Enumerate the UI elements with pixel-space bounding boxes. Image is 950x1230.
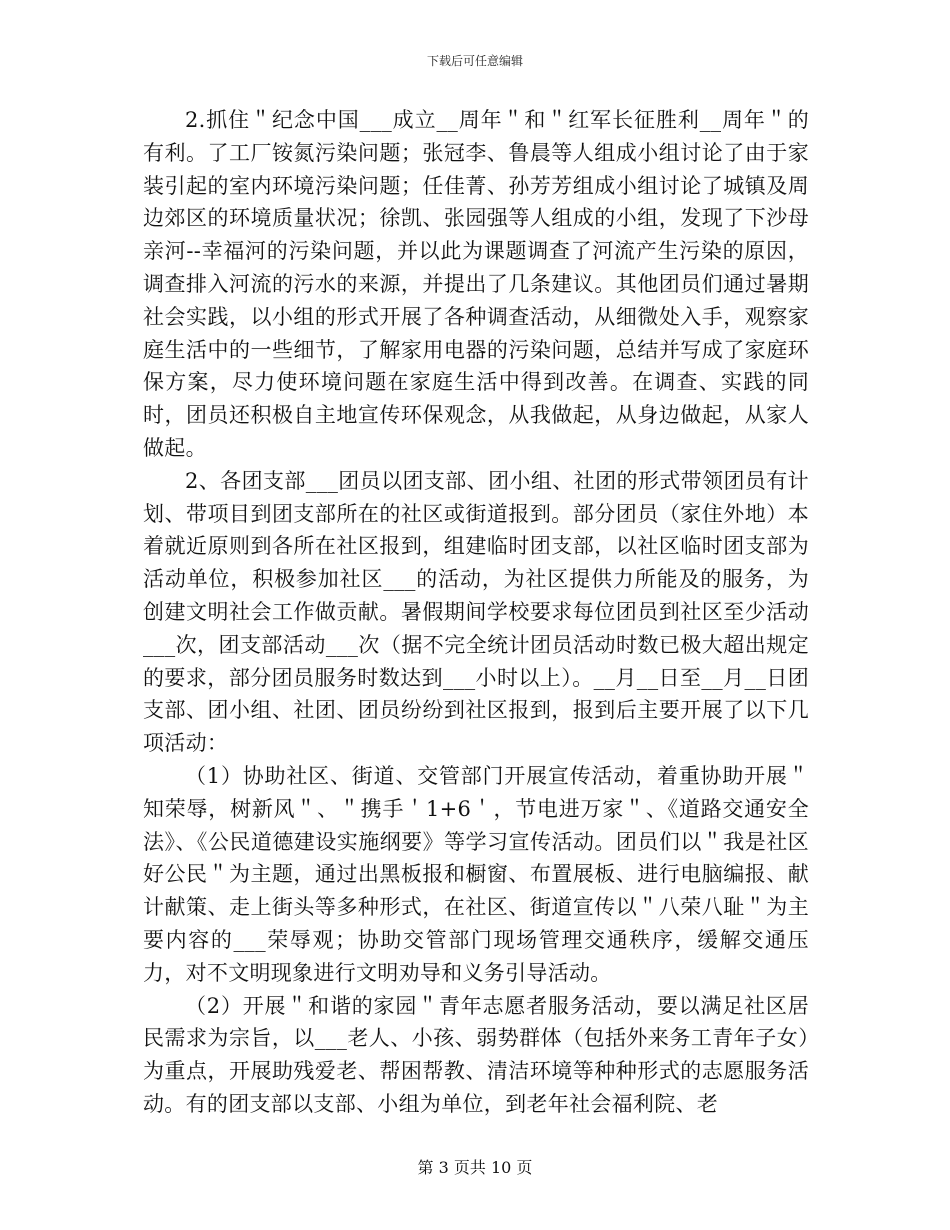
document-body: [143, 104, 809, 1121]
paragraph: 2、各团支部___团员以团支部、团小组、社团的形式带领团员有计划、带项目到团支部所在的社区或街道报到。部分团员（家住外地）本着就近原则到各所在社区报到，组建临时团支部，以社区临时团支部为活动单位，积极参加社区___的活动，为社区提供力所能及的服务，为创建文明社会工作做贡献。暑假期间学校要求每位团员到社区至少活动___次，团支部活动___次（据不完全统计团员活动时数已极大超出规定的要求，部分团员服务时数达到___小时以上）。__月__日至__月__日团支部、团小组、社团、团员纷纷到社区报到，报到后主要开展了以下几项活动：: [143, 468, 809, 756]
paragraph: （2）开展＂和谐的家园＂青年志愿者服务活动，要以满足社区居民需求为宗旨，以___老人、小孩、弱势群体（包括外来务工青年子女）为重点，开展助残爱老、帮困帮教、清洁环境等种种形式的志愿服务活动。有的团支部以支部、小组为单位，到老年社会福利院、老: [143, 993, 809, 1116]
page-header: 下载后可任意编辑: [426, 54, 523, 68]
paragraph: （1）协助社区、街道、交管部门开展宣传活动，着重协助开展＂知荣辱，树新风＂、＂携手＇1+6＇，节电进万家＂、《道路交通安全法》、《公民道德建设实施纲要》等学习宣传活动。团员们以＂我是社区好公民＂为主题，通过出黑板报和橱窗、布置展板、进行电脑编报、献计献策、走上街头等多种形式，在社区、街道宣传以＂八荣八耻＂为主要内容的___荣辱观；协助交管部门现场管理交通秩序，缓解交通压力，对不文明现象进行文明劝导和义务引导活动。: [143, 763, 809, 985]
paragraph: 2.抓住＂纪念中国___成立__周年＂和＂红军长征胜利__周年＂的有利。了工厂铵氮污染问题；张冠李、鲁晨等人组成小组讨论了由于家装引起的室内环境污染问题；任佳菁、孙芳芳组成小组讨论了城镇及周边郊区的环境质量状况；徐凯、张园强等人组成的小组，发现了下沙母亲河--幸福河的污染问题，并以此为课题调查了河流产生污染的原因，调查排入河流的污水的来源，并提出了几条建议。其他团员们通过暑期社会实践，以小组的形式开展了各种调查活动，从细微处入手，观察家庭生活中的一些细节，了解家用电器的污染问题，总结并写成了家庭环保方案，尽力使环境问题在家庭生活中得到改善。在调查、实践的同时，团员还积极自主地宣传环保观念，从我做起，从身边做起，从家人做起。: [143, 108, 809, 460]
page-number: 第 3 页共 10 页: [417, 1158, 533, 1177]
